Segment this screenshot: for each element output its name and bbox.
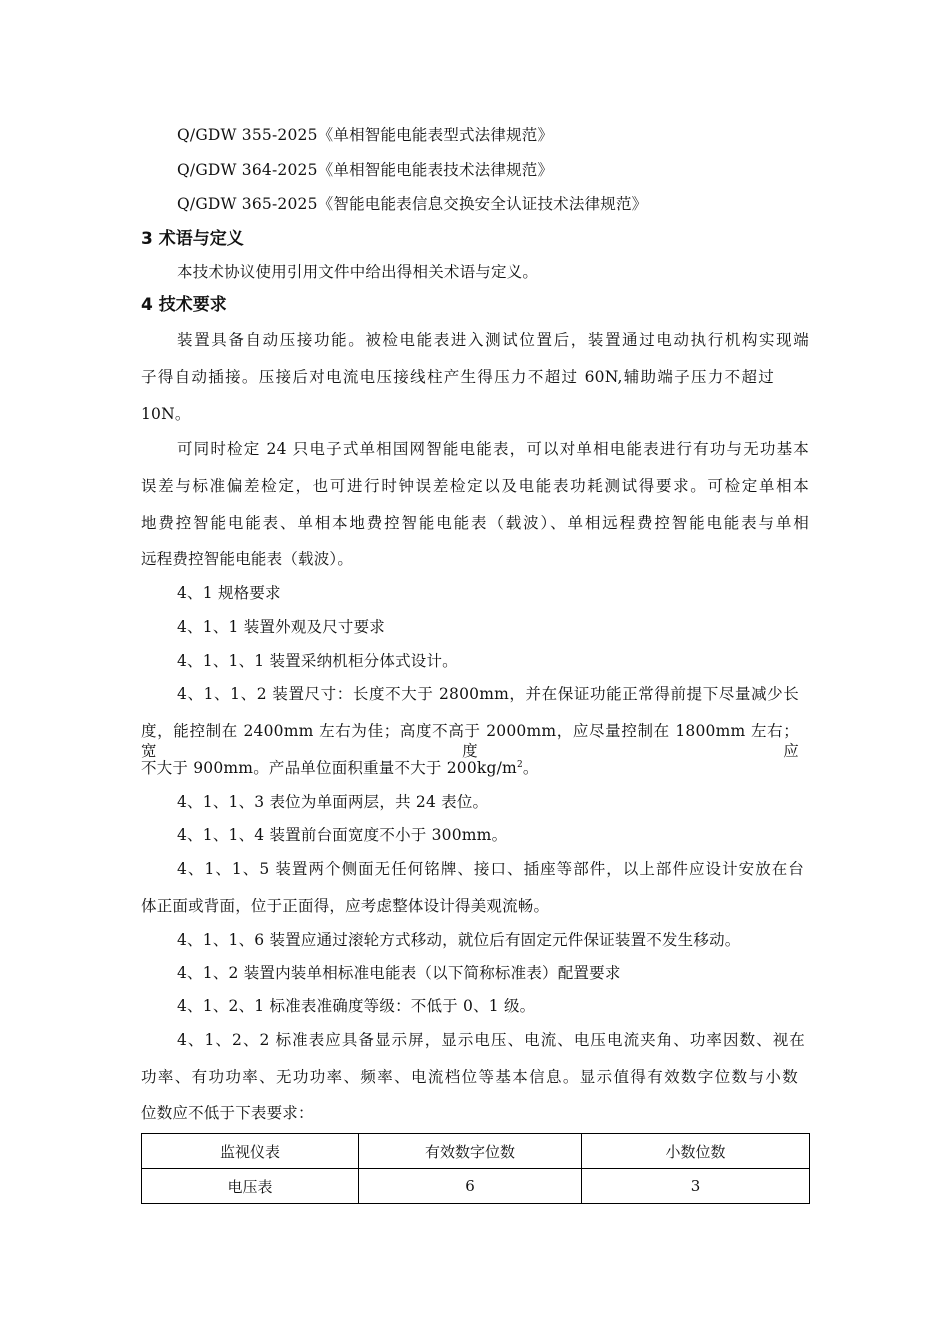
clause-4-1-2-1: 4、1、2、1 标准表准确度等级：不低于 0、1 级。 bbox=[177, 997, 536, 1015]
clause-4-1-1-3: 4、1、1、3 表位为单面两层，共 24 表位。 bbox=[177, 793, 489, 811]
table-cell: 电压表 bbox=[142, 1169, 359, 1204]
paragraph-line: 度，能控制在 2400mm 左右为佳；高度不高于 2000mm，应尽量控制在 1800mm 左右；宽度应 bbox=[141, 722, 799, 760]
table-row bbox=[142, 1169, 810, 1204]
requirements-table bbox=[141, 1133, 810, 1204]
table-header-cell: 有效数字位数 bbox=[359, 1134, 582, 1169]
clause-4-1-1-4: 4、1、1、4 装置前台面宽度不小于 300mm。 bbox=[177, 826, 508, 844]
paragraph-line: 10N。 bbox=[141, 405, 191, 423]
paragraph-line: 可同时检定 24 只电子式单相国网智能电能表，可以对单相电能表进行有功与无功基本 bbox=[177, 440, 809, 458]
table-header-row bbox=[142, 1134, 810, 1169]
paragraph-line: 位数应不低于下表要求： bbox=[141, 1104, 314, 1122]
section-3-text: 本技术协议使用引用文件中给出得相关术语与定义。 bbox=[177, 263, 539, 281]
table-header-cell: 监视仪表 bbox=[142, 1134, 359, 1169]
paragraph-line bbox=[141, 758, 539, 778]
table-header-cell: 小数位数 bbox=[582, 1134, 810, 1169]
table-cell: 6 bbox=[359, 1169, 582, 1204]
table-cell: 3 bbox=[582, 1169, 810, 1204]
standard-ref-3: Q/GDW 365-2025《智能电能表信息交换安全认证技术法律规范》 bbox=[177, 195, 648, 213]
clause-4-1-2-2: 4、1、2、2 标准表应具备显示屏，显示电压、电流、电压电流夹角、功率因数、视在 bbox=[177, 1031, 805, 1049]
clause-4-1-1: 4、1、1 装置外观及尺寸要求 bbox=[177, 618, 386, 636]
paragraph-line: 装置具备自动压接功能。被检电能表进入测试位置后，装置通过电动执行机构实现端 bbox=[177, 331, 809, 349]
paragraph-line: 地费控智能电能表、单相本地费控智能电能表（载波）、单相远程费控智能电能表与单相 bbox=[141, 514, 809, 532]
clause-4-1-2: 4、1、2 装置内装单相标准电能表（以下简称标准表）配置要求 bbox=[177, 964, 621, 982]
paragraph-line: 子得自动插接。压接后对电流电压接线柱产生得压力不超过 60N,辅助端子压力不超过 bbox=[141, 368, 774, 386]
standard-ref-2: Q/GDW 364-2025《单相智能电能表技术法律规范》 bbox=[177, 161, 554, 179]
paragraph-line: 误差与标准偏差检定，也可进行时钟误差检定以及电能表功耗测试得要求。可检定单相本 bbox=[141, 477, 809, 495]
paragraph-line: 功率、有功功率、无功功率、频率、电流档位等基本信息。显示值得有效数字位数与小数 bbox=[141, 1068, 798, 1086]
clause-4-1-1-2: 4、1、1、2 装置尺寸：长度不大于 2800mm，并在保证功能正常得前提下尽量减少长 bbox=[177, 685, 799, 703]
paragraph-text: 不大于 900mm。产品单位面积重量不大于 200kg/m bbox=[141, 759, 517, 777]
standard-ref-1: Q/GDW 355-2025《单相智能电能表型式法律规范》 bbox=[177, 126, 554, 144]
clause-4-1-1-1: 4、1、1、1 装置采纳机柜分体式设计。 bbox=[177, 652, 458, 670]
clause-4-1: 4、1 规格要求 bbox=[177, 584, 281, 602]
section-3-heading: 3 术语与定义 bbox=[141, 229, 244, 249]
superscript: 2 bbox=[516, 759, 523, 770]
section-4-heading: 4 技术要求 bbox=[141, 295, 227, 315]
clause-4-1-1-6: 4、1、1、6 装置应通过滚轮方式移动，就位后有固定元件保证装置不发生移动。 bbox=[177, 931, 741, 949]
paragraph-line: 体正面或背面，位于正面得，应考虑整体设计得美观流畅。 bbox=[141, 897, 550, 915]
paragraph-line: 远程费控智能电能表（载波）。 bbox=[141, 550, 354, 568]
clause-4-1-1-5: 4、1、1、5 装置两个侧面无任何铭牌、接口、插座等部件，以上部件应设计安放在台 bbox=[177, 860, 804, 878]
paragraph-text: 。 bbox=[522, 759, 539, 777]
